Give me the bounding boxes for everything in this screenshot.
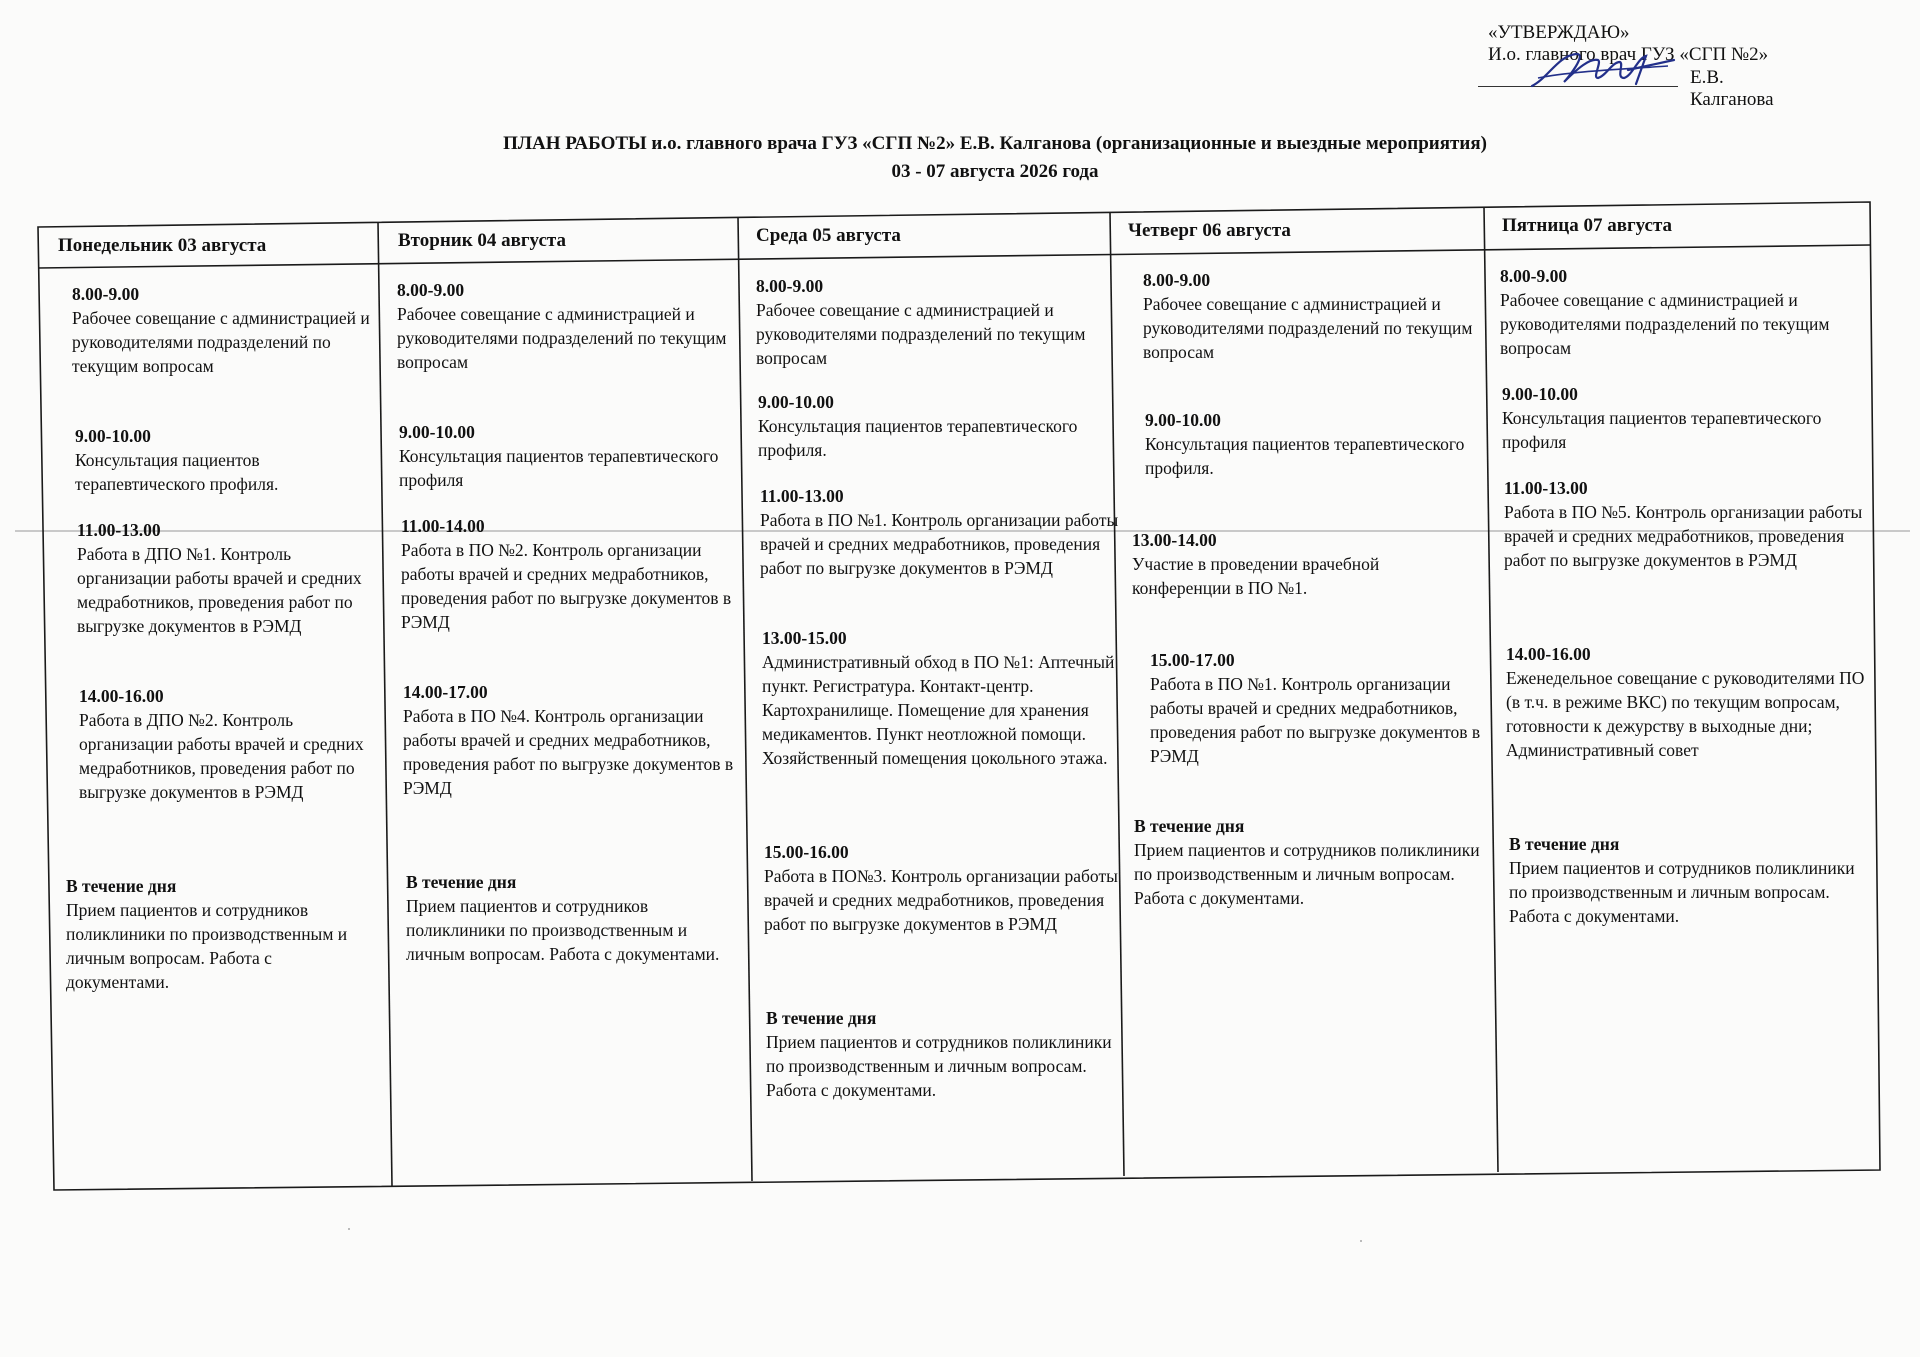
event-description: Работа в ПО №4. Контроль организации работы врачей и средних медработников, проведения работ по выгрузке документов в РЭМД: [403, 706, 734, 798]
title-line-1: ПЛАН РАБОТЫ и.о. главного врача ГУЗ «СГП №2» Е.В. Калганова (организационные и выездные мероприятия): [503, 133, 1487, 154]
event-time: 8.00-9.00: [397, 280, 465, 300]
event-time: 14.00-16.00: [79, 686, 164, 706]
event-description: Консультация пациентов терапевтического профиля.: [1145, 434, 1465, 478]
event-description: Рабочее совещание с администрацией и руководителями подразделений по текущим вопросам: [1500, 290, 1830, 358]
event-friday-1: [1500, 264, 1860, 360]
day-header-friday: Пятница 07 августа: [1502, 215, 1673, 236]
event-time: В течение дня: [1509, 834, 1620, 854]
event-description: Рабочее совещание с администрацией и руководителями подразделений по текущим вопросам: [397, 304, 727, 372]
event-time: 13.00-14.00: [1132, 530, 1217, 550]
event-friday-3: [1504, 476, 1864, 572]
event-wednesday-5: [764, 840, 1126, 936]
event-description: Консультация пациентов терапевтического профиля.: [758, 416, 1078, 460]
event-description: Еженедельное совещание с руководителями ПО (в т.ч. в режиме ВКС) по текущим вопросам, готовности к дежурству в выходные дни; Административный совет: [1506, 668, 1865, 760]
event-monday-5: [66, 874, 376, 994]
event-description: Административный обход в ПО №1: Аптечный пункт. Регистратура. Контакт-центр. Картохранилище. Помещение для хранения медикаментов. Пункт неотложной помощи. Хозяйственный помещения цокольного этажа.: [762, 652, 1115, 768]
event-tuesday-4: [403, 680, 738, 800]
title-line-2: 03 - 07 августа 2026 года: [891, 161, 1099, 182]
event-description: Работа в ПО №5. Контроль организации работы врачей и средних медработников, проведения работ по выгрузке документов в РЭМД: [1504, 502, 1863, 570]
event-thursday-2: [1145, 408, 1480, 480]
event-monday-2: [75, 424, 365, 496]
event-time: В течение дня: [406, 872, 517, 892]
column-divider-1: [378, 222, 392, 1186]
event-wednesday-3: [760, 484, 1122, 580]
approval-stamp: «УТВЕРЖДАЮ»: [1488, 22, 1630, 43]
event-tuesday-3: [401, 514, 736, 634]
event-time: В течение дня: [766, 1008, 877, 1028]
event-description: Рабочее совещание с администрацией и руководителями подразделений по текущим вопросам: [1143, 294, 1473, 362]
event-time: 8.00-9.00: [1500, 266, 1568, 286]
event-wednesday-1: [756, 274, 1116, 370]
event-monday-4: [79, 684, 369, 804]
event-time: 8.00-9.00: [1143, 270, 1211, 290]
event-time: 11.00-13.00: [1504, 478, 1588, 498]
event-time: 9.00-10.00: [1145, 410, 1221, 430]
day-header-wednesday: Среда 05 августа: [756, 225, 901, 246]
event-tuesday-1: [397, 278, 727, 374]
column-divider-4: [1484, 207, 1498, 1172]
event-thursday-5: [1134, 814, 1484, 910]
event-time: 8.00-9.00: [756, 276, 824, 296]
event-description: Прием пациентов и сотрудников поликлиники по производственным и личным вопросам. Работа с документами.: [766, 1032, 1112, 1100]
event-monday-1: [72, 282, 372, 378]
event-time: 11.00-13.00: [77, 520, 161, 540]
event-description: Консультация пациентов терапевтического профиля.: [75, 450, 279, 494]
event-tuesday-2: [399, 420, 729, 492]
event-description: Прием пациентов и сотрудников поликлиники по производственным и личным вопросам. Работа с документами.: [66, 900, 348, 992]
column-divider-2: [738, 217, 752, 1181]
event-description: Работа в ПО №1. Контроль организации работы врачей и средних медработников, проведения работ по выгрузке документов в РЭМД: [760, 510, 1119, 578]
event-description: Прием пациентов и сотрудников поликлиники по производственным и личным вопросам. Работа с документами.: [1509, 858, 1855, 926]
event-time: 15.00-16.00: [764, 842, 849, 862]
scan-speck: [1360, 1240, 1362, 1242]
approval-name: Е.В. Калганова: [1690, 67, 1774, 110]
event-description: Работа в ДПО №2. Контроль организации работы врачей и средних медработников, проведения работ по выгрузке документов в РЭМД: [79, 710, 364, 802]
event-thursday-3: [1132, 528, 1467, 600]
event-wednesday-6: [766, 1006, 1121, 1102]
event-description: Прием пациентов и сотрудников поликлиники по производственным и личным вопросам. Работа с документами.: [406, 896, 720, 964]
event-time: 11.00-14.00: [401, 516, 485, 536]
day-header-tuesday: Вторник 04 августа: [398, 230, 566, 251]
event-description: Работа в ПО №1. Контроль организации работы врачей и средних медработников, проведения работ по выгрузке документов в РЭМД: [1150, 674, 1481, 766]
event-tuesday-5: [406, 870, 741, 966]
event-description: Рабочее совещание с администрацией и руководителями подразделений по текущим вопросам: [72, 308, 370, 376]
event-thursday-1: [1143, 268, 1478, 364]
event-description: Работа в ДПО №1. Контроль организации работы врачей и средних медработников, проведения работ по выгрузке документов в РЭМД: [77, 544, 362, 636]
event-time: 14.00-17.00: [403, 682, 488, 702]
event-description: Работа в ПО №2. Контроль организации работы врачей и средних медработников, проведения работ по выгрузке документов в РЭМД: [401, 540, 732, 632]
event-wednesday-2: [758, 390, 1113, 462]
approval-position: И.о. главного врач ГУЗ «СГП №2»: [1488, 44, 1769, 65]
event-description: Консультация пациентов терапевтического профиля: [1502, 408, 1822, 452]
event-time: 9.00-10.00: [758, 392, 834, 412]
event-wednesday-4: [762, 626, 1117, 770]
day-header-thursday: Четверг 06 августа: [1128, 220, 1291, 241]
event-friday-4: [1506, 642, 1866, 762]
event-time: 9.00-10.00: [1502, 384, 1578, 404]
scan-speck: [348, 1228, 350, 1230]
event-time: 9.00-10.00: [399, 422, 475, 442]
event-time: 8.00-9.00: [72, 284, 140, 304]
event-monday-3: [77, 518, 367, 638]
event-thursday-4: [1150, 648, 1485, 768]
event-description: Консультация пациентов терапевтического профиля: [399, 446, 719, 490]
event-time: 14.00-16.00: [1506, 644, 1591, 664]
event-time: 13.00-15.00: [762, 628, 847, 648]
event-description: Рабочее совещание с администрацией и руководителями подразделений по текущим вопросам: [756, 300, 1086, 368]
event-time: В течение дня: [1134, 816, 1245, 836]
event-description: Работа в ПО№3. Контроль организации работы врачей и средних медработников, проведения работ по выгрузке документов в РЭМД: [764, 866, 1118, 934]
event-time: 15.00-17.00: [1150, 650, 1235, 670]
event-friday-2: [1502, 382, 1857, 454]
event-time: В течение дня: [66, 876, 177, 896]
event-description: Прием пациентов и сотрудников поликлиники по производственным и личным вопросам. Работа с документами.: [1134, 840, 1480, 908]
event-time: 9.00-10.00: [75, 426, 151, 446]
event-time: 11.00-13.00: [760, 486, 844, 506]
day-header-monday: Понедельник 03 августа: [58, 235, 267, 256]
event-friday-5: [1509, 832, 1864, 928]
event-description: Участие в проведении врачебной конференции в ПО №1.: [1132, 554, 1380, 598]
